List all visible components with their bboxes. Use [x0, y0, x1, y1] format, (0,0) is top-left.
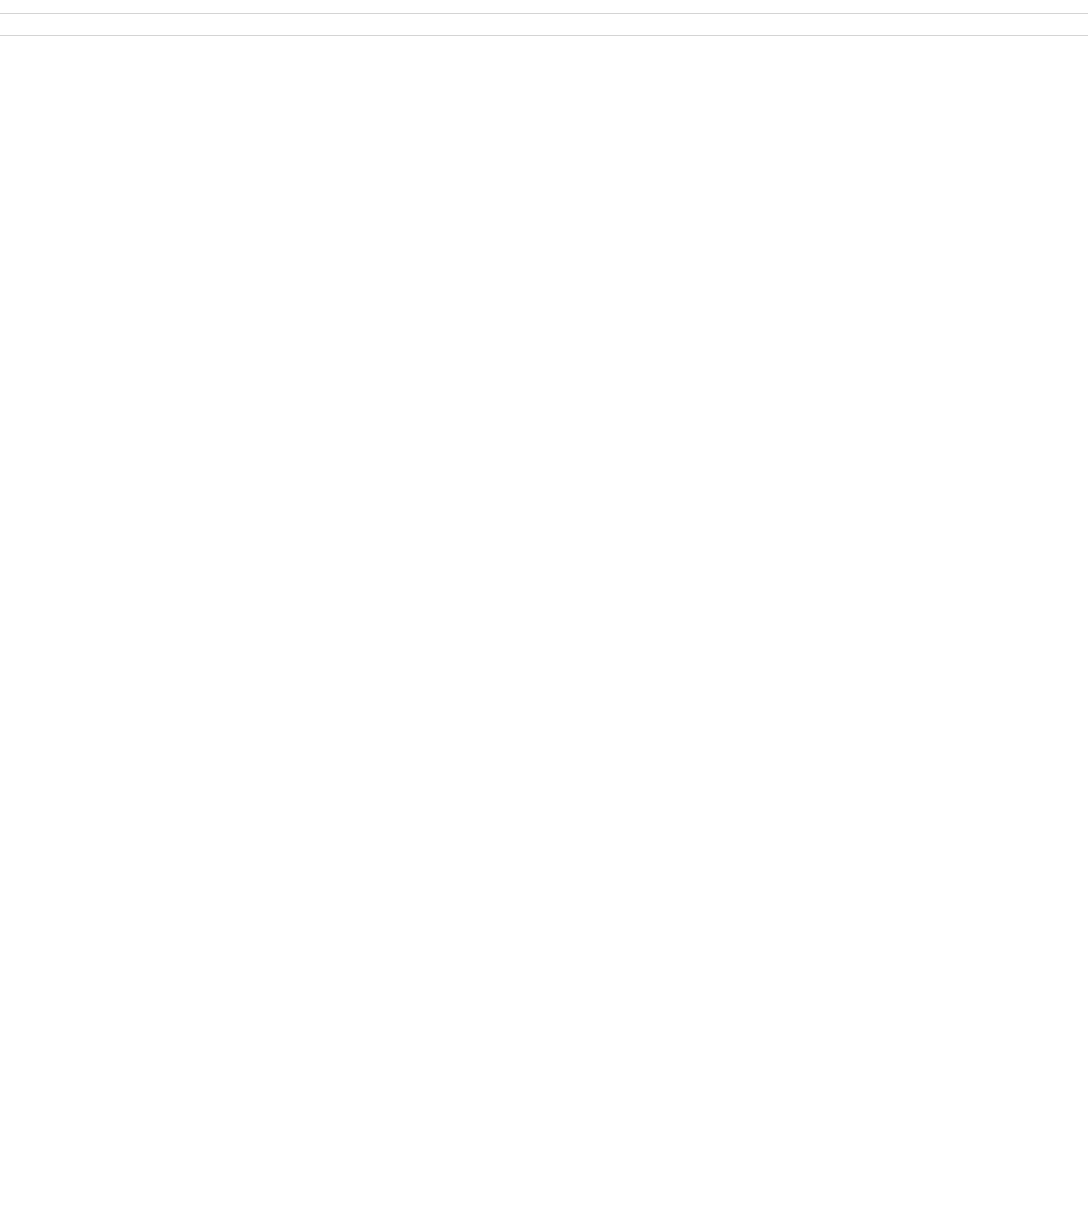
header-row: [0, 14, 1088, 36]
partial-top-row: [0, 0, 1088, 14]
